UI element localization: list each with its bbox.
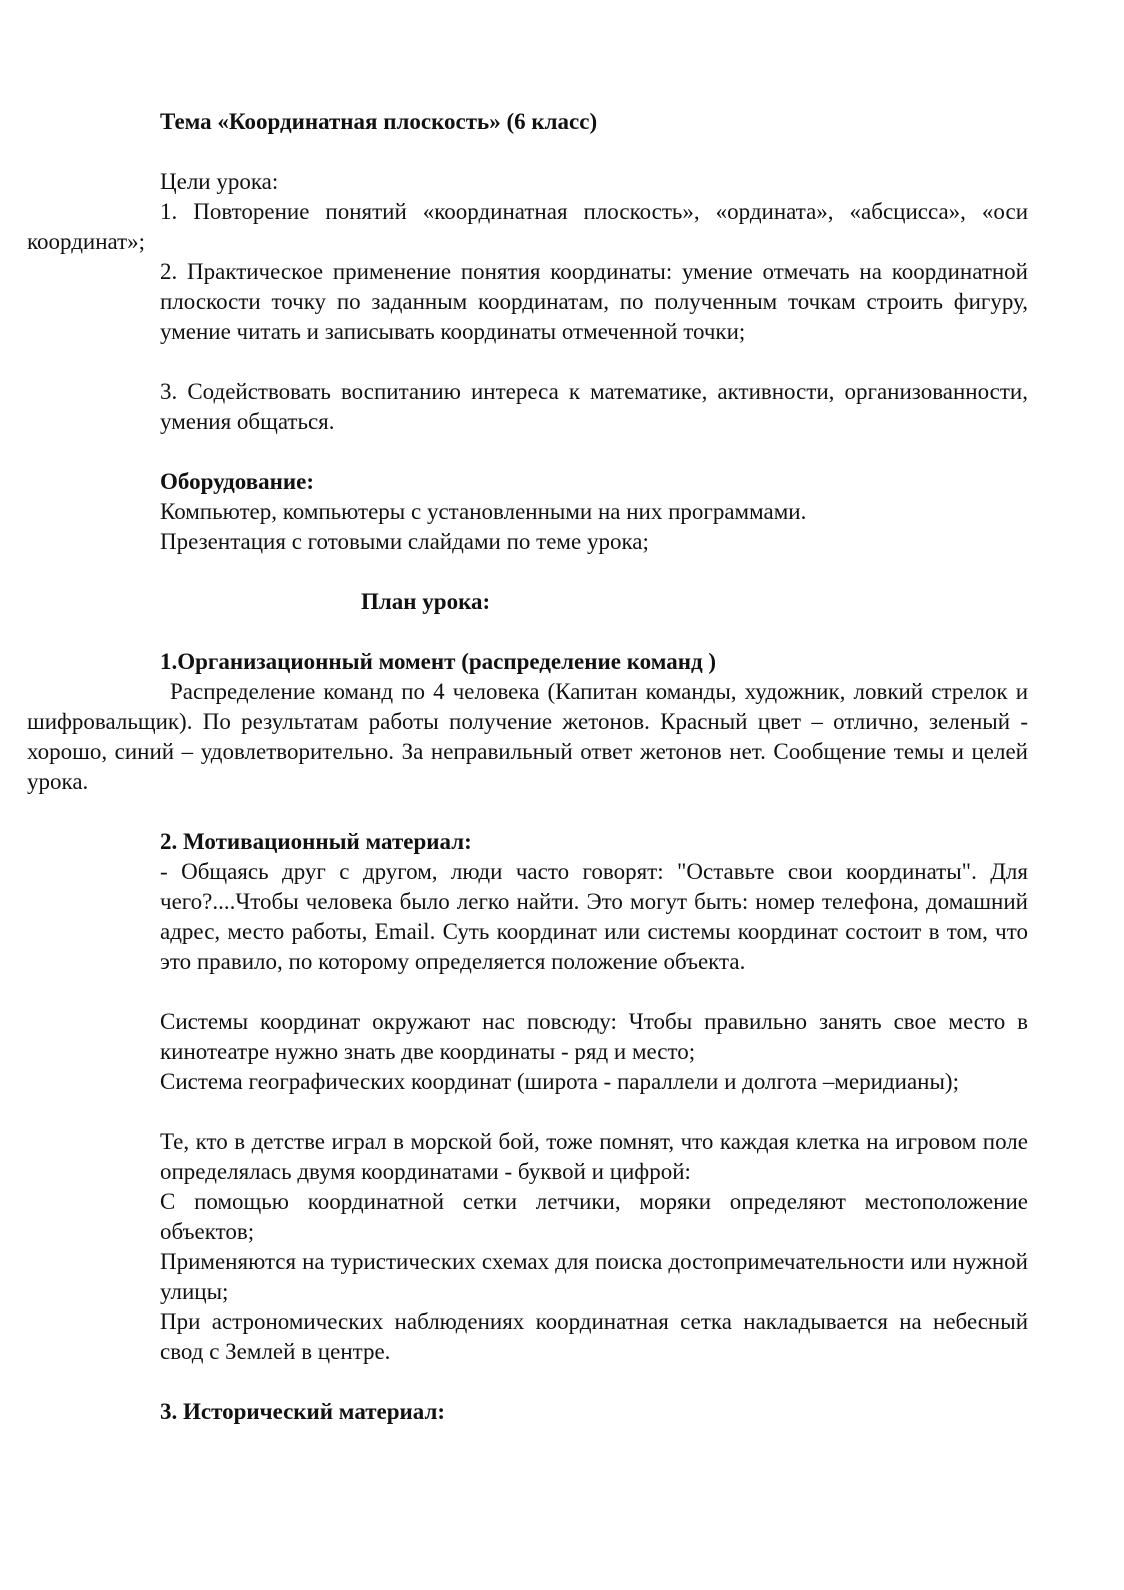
section-2-paragraph-6: Применяются на туристических схемах для поиска достопримечательности или нужной улицы; <box>160 1249 1028 1304</box>
section-3-heading: 3. Исторический материал: <box>160 1399 446 1424</box>
goal-item-2: 2. Практическое применение понятия координаты: умение отмечать на координатной плоскости точку по заданным координатам, по полученным точкам строить фигуру, умение читать и записывать координаты отмеченной точки; <box>160 259 1028 344</box>
document-title: Тема «Координатная плоскость» (6 класс) <box>160 109 598 134</box>
plan-heading: План урока: <box>361 589 491 614</box>
section-1-text: Распределение команд по 4 человека (Капитан команды, художник, ловкий стрелок и шифровальщик). По результатам работы получение жетонов. Красный цвет – отлично, зеленый - хорошо, синий – удовлетворительно. За неправильный ответ жетонов нет. Сообщение темы и целей урока. <box>27 679 1028 794</box>
equipment-line-1: Компьютер, компьютеры с установленными на них программами. <box>160 499 807 524</box>
section-2-heading: 2. Мотивационный материал: <box>160 829 472 854</box>
goal-item-1: 1. Повторение понятий «координатная плоскость», «ордината», «абсцисса», «оси координат»; <box>27 199 1028 254</box>
section-2-paragraph-3: Система географических координат (широта - параллели и долгота –меридианы); <box>160 1069 959 1094</box>
section-2-paragraph-2: Системы координат окружают нас повсюду: Чтобы правильно занять свое место в кинотеатре нужно знать две координаты - ряд и место; <box>160 1009 1028 1064</box>
section-2-paragraph-7: При астрономических наблюдениях координатная сетка накладывается на небесный свод с Землей в центре. <box>160 1309 1028 1364</box>
equipment-heading: Оборудование: <box>160 469 314 494</box>
goals-heading: Цели урока: <box>160 169 279 194</box>
section-2-paragraph-1: - Общаясь друг с другом, люди часто говорят: "Оставьте свои координаты". Для чего?....Чтобы человека было легко найти. Это могут быть: номер телефона, домашний адрес, место работы, Email. Суть координат или системы координат состоит в том, что это правило, по которому определяется положение объекта. <box>160 859 1028 974</box>
section-1-heading: 1.Организационный момент (распределение команд ) <box>160 649 717 674</box>
goal-item-3: 3. Содействовать воспитанию интереса к математике, активности, организованности, умения общаться. <box>160 379 1028 434</box>
equipment-line-2: Презентация с готовыми слайдами по теме урока; <box>160 529 649 554</box>
section-2-paragraph-4: Те, кто в детстве играл в морской бой, тоже помнят, что каждая клетка на игровом поле определялась двумя координатами - буквой и цифрой: <box>160 1129 1028 1184</box>
section-2-paragraph-5: С помощью координатной сетки летчики, моряки определяют местоположение объектов; <box>160 1189 1028 1244</box>
